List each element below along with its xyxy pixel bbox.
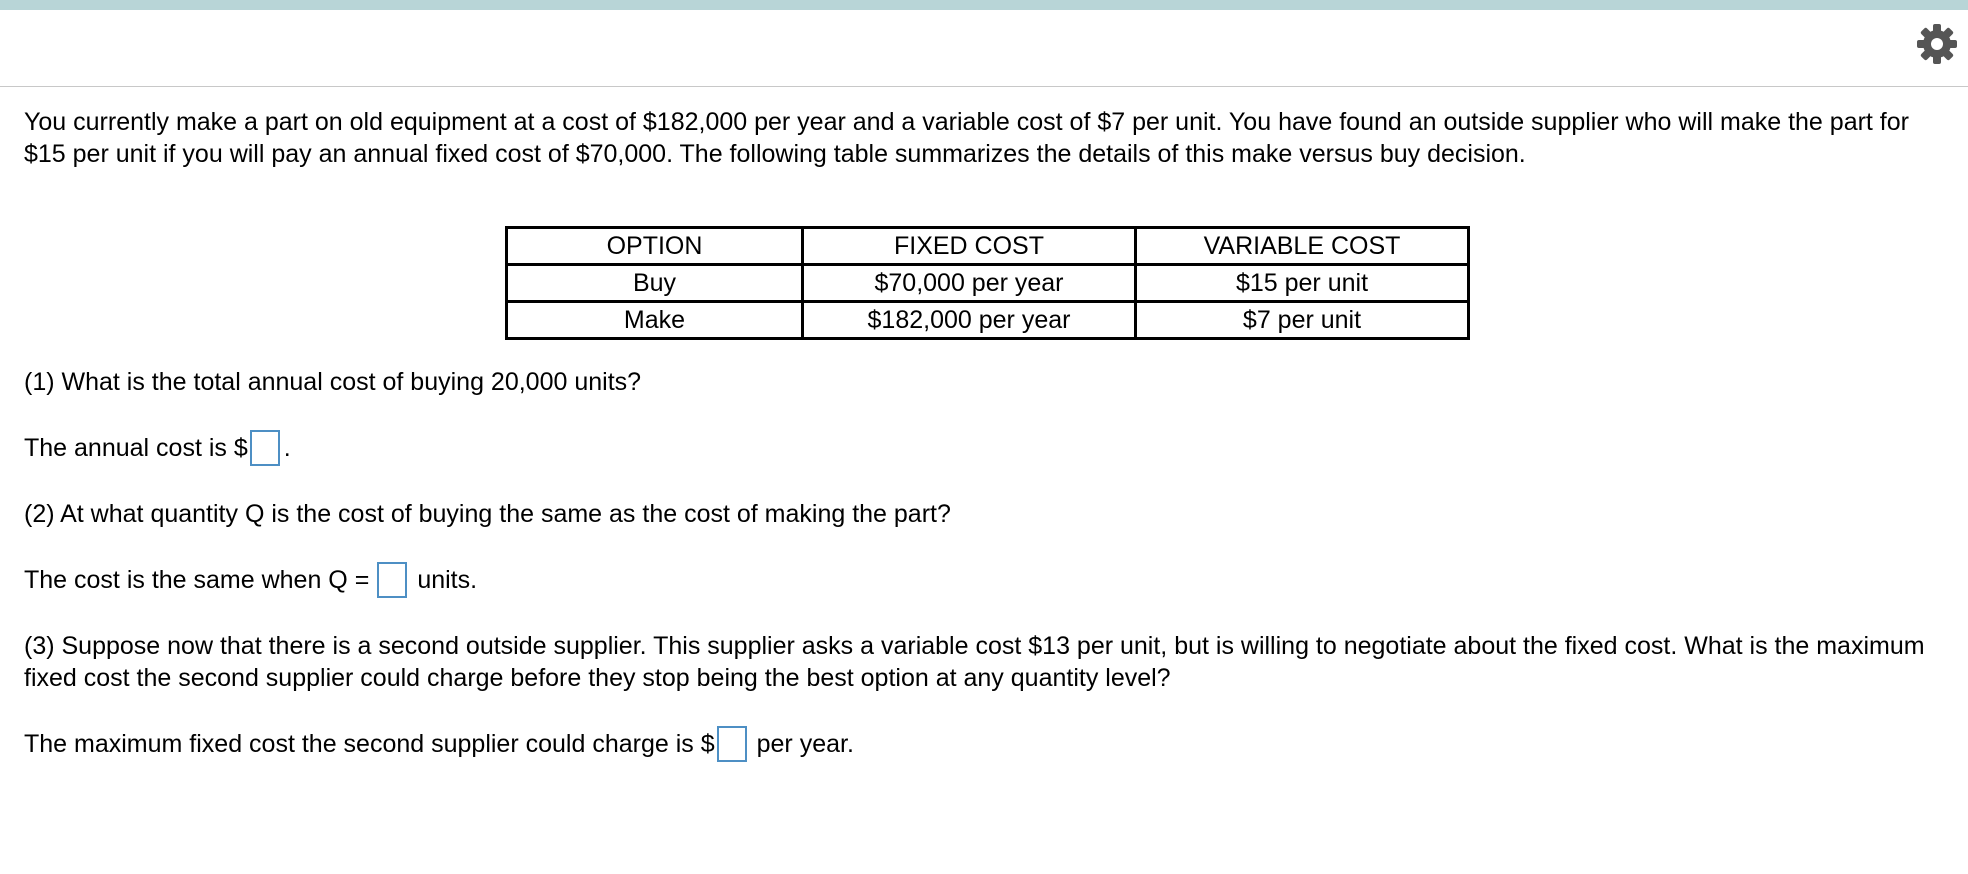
table-row (507, 265, 1469, 302)
question-3-suffix: per year. (756, 730, 854, 758)
table-header-variable-cost: VARIABLE COST (1136, 228, 1469, 265)
question-3-answer-line (24, 726, 1956, 762)
table-cell-option: Buy (507, 265, 803, 302)
problem-intro: You currently make a part on old equipment at a cost of $182,000 per year and a variable cost of $7 per unit. You have found an outside supplier who will make the part for $15 per unit if you will pay an annual fixed cost of $70,000. The following table summarizes the details of this make versus buy decision. (24, 108, 1909, 168)
table-cell-variable-cost: $15 per unit (1136, 265, 1469, 302)
question-2-answer-line (24, 562, 1956, 598)
question-1-prefix: The annual cost is $ (24, 434, 248, 462)
table-row (507, 302, 1469, 339)
question-2-prefix: The cost is the same when Q = (24, 566, 370, 594)
table-header-fixed-cost: FIXED COST (803, 228, 1136, 265)
question-2-text: (2) At what quantity Q is the cost of buying the same as the cost of making the part? (24, 500, 951, 528)
make-buy-table (505, 226, 1470, 340)
question-content (24, 106, 1956, 762)
table-cell-fixed-cost: $182,000 per year (803, 302, 1136, 339)
question-2-suffix: units. (417, 566, 478, 594)
question-1-suffix: . (283, 434, 291, 462)
gear-icon[interactable] (1915, 22, 1959, 66)
question-3-text: (3) Suppose now that there is a second outside supplier. This supplier asks a variable cost $13 per unit, but is willing to negotiate about the fixed cost. What is the maximum fixed cost the second supplier could charge before they stop being the best option at any quantity level? (24, 632, 1925, 692)
annual-cost-input[interactable] (250, 430, 280, 466)
max-fixed-cost-input[interactable] (717, 726, 747, 762)
quantity-q-input[interactable] (377, 562, 407, 598)
question-3-prefix: The maximum fixed cost the second supplier could charge is $ (24, 730, 715, 758)
header-bar (0, 10, 1968, 87)
top-accent-bar (0, 0, 1968, 10)
question-1-text: (1) What is the total annual cost of buying 20,000 units? (24, 368, 642, 396)
table-header-row (507, 228, 1469, 265)
table-cell-option: Make (507, 302, 803, 339)
question-1-answer-line (24, 430, 1956, 466)
table-cell-fixed-cost: $70,000 per year (803, 265, 1136, 302)
table-cell-variable-cost: $7 per unit (1136, 302, 1469, 339)
table-header-option: OPTION (507, 228, 803, 265)
